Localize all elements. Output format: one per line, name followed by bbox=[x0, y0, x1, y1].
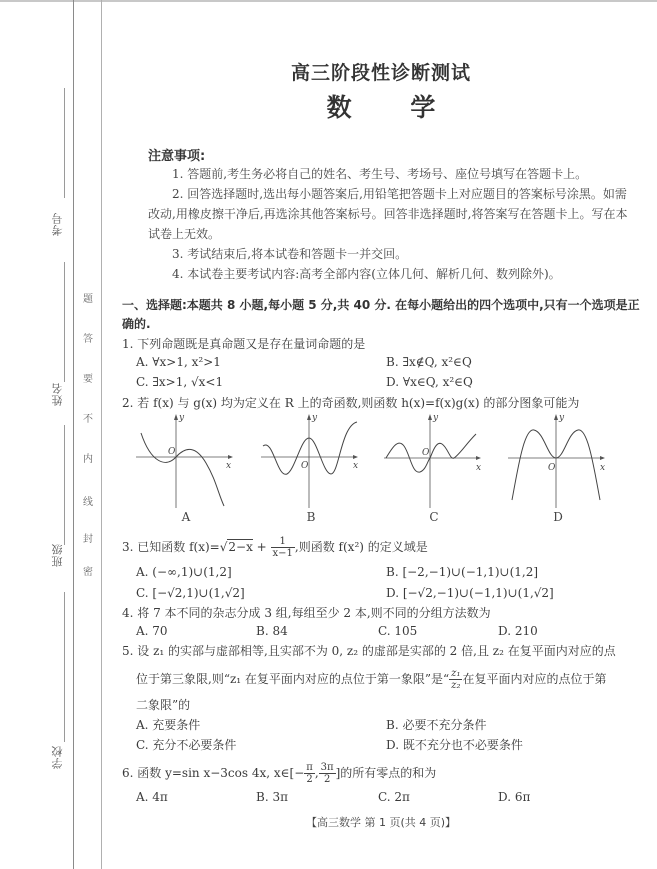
question-2-stem: 2. 若 f(x) 与 g(x) 均为定义在 R 上的奇函数,则函数 h(x)=f(x)g(x) 的部分图象可能为 bbox=[122, 396, 580, 410]
class-rule bbox=[64, 425, 65, 545]
seal-char: 不 bbox=[83, 414, 93, 425]
question-6-stem: 6. 函数 y=sin x−3cos 4x, x∈[− $\frac{\pi}{2}$ , $\frac{3\pi}{2}$ ]的所有零点的和为 bbox=[122, 762, 437, 785]
graph-d bbox=[508, 408, 608, 526]
exam-number-rule bbox=[64, 88, 65, 198]
graph-c-label: C bbox=[429, 510, 439, 524]
question-6-option-d: D. 6π bbox=[498, 790, 531, 804]
seal-char: 要 bbox=[83, 374, 93, 385]
question-3-stem: 3. 已知函数 f(x)=√2−x + $\frac{1}{x-1}$ ,则函数 f(x²) 的定义域是 bbox=[122, 536, 428, 559]
notice-item-1: 1. 答题前,考生务必将自己的姓名、考生号、考场号、座位号填写在答题卡上。 bbox=[172, 167, 588, 181]
svg-text:x: x bbox=[476, 463, 482, 473]
svg-text:y: y bbox=[312, 413, 318, 423]
seal-char: 密 bbox=[83, 567, 93, 578]
graph-d-label: D bbox=[553, 510, 563, 524]
question-3-option-b: B. [−2,−1)∪(−1,1)∪(1,2] bbox=[386, 565, 539, 579]
svg-text:x: x bbox=[226, 461, 232, 471]
question-1-option-a: A. ∀x>1, x²>1 bbox=[136, 355, 221, 369]
svg-text:O: O bbox=[422, 448, 430, 458]
page-footer: 【高三数学 第 1 页(共 4 页)】 bbox=[305, 816, 457, 829]
school-label: 学校 bbox=[51, 745, 64, 769]
svg-text:x: x bbox=[600, 463, 606, 473]
exam-number-label: 考号 bbox=[51, 212, 64, 236]
question-5-stem-line-2: 位于第三象限,则“z₁ 在复平面内对应的点位于第一象限”是“ $\frac{\text{z₁}}{\text{z₂}}$ 在复平面内对应的点位于第 bbox=[136, 668, 607, 691]
seal-char: 线 bbox=[83, 497, 93, 508]
exam-subject: 数 学 bbox=[326, 93, 436, 122]
notice-item-4: 4. 本试卷主要考试内容:高考全部内容(立体几何、解析几何、数列除外)。 bbox=[172, 267, 561, 281]
svg-text:y: y bbox=[179, 413, 185, 423]
svg-text:O: O bbox=[548, 463, 556, 473]
question-5-option-d: D. 既不充分也不必要条件 bbox=[386, 738, 523, 752]
school-rule bbox=[64, 592, 65, 742]
name-label: 姓名 bbox=[51, 382, 64, 406]
question-5-option-c: C. 充分不必要条件 bbox=[136, 738, 237, 752]
page-top-edge bbox=[0, 0, 657, 2]
exam-title: 高三阶段性诊断测试 bbox=[290, 62, 471, 84]
name-rule bbox=[64, 262, 65, 382]
question-4-option-b: B. 84 bbox=[256, 624, 288, 638]
binding-line-inner bbox=[101, 0, 102, 869]
graph-a-label: A bbox=[181, 510, 191, 524]
question-5-option-b: B. 必要不充分条件 bbox=[386, 718, 487, 732]
seal-char: 答 bbox=[83, 334, 93, 345]
svg-text:O: O bbox=[301, 461, 309, 471]
question-5-stem-line-3: 二象限”的 bbox=[136, 698, 191, 712]
question-5-option-a: A. 充要条件 bbox=[136, 718, 201, 732]
graph-b-label: B bbox=[306, 510, 316, 524]
graph-b bbox=[261, 408, 361, 526]
question-1-stem: 1. 下列命题既是真命题又是存在量词命题的是 bbox=[122, 337, 366, 351]
seal-char: 内 bbox=[83, 454, 93, 465]
notice-item-3: 3. 考试结束后,将本试卷和答题卡一并交回。 bbox=[172, 247, 408, 261]
graph-a bbox=[136, 408, 236, 526]
svg-text:y: y bbox=[433, 413, 439, 423]
question-4-option-d: D. 210 bbox=[498, 624, 538, 638]
section-heading: 一、选择题:本题共 8 小题,每小题 5 分,共 40 分. 在每小题给出的四个选项中,只有一个选项是正确的. bbox=[122, 298, 640, 331]
binding-line-outer bbox=[73, 0, 74, 869]
question-1-option-c: C. ∃x>1, √x<1 bbox=[136, 375, 224, 389]
question-1-option-d: D. ∀x∈Q, x²∈Q bbox=[386, 375, 473, 389]
question-6-option-c: C. 2π bbox=[378, 790, 410, 804]
question-4-option-c: C. 105 bbox=[378, 624, 418, 638]
seal-char: 封 bbox=[83, 534, 93, 545]
graph-c bbox=[384, 408, 484, 526]
question-6-option-a: A. 4π bbox=[136, 790, 168, 804]
question-1-option-b: B. ∃x∉Q, x²∈Q bbox=[386, 355, 472, 369]
question-3-option-c: C. [−√2,1)∪(1,√2] bbox=[136, 586, 245, 600]
notice-heading: 注意事项: bbox=[148, 149, 206, 164]
question-6-option-b: B. 3π bbox=[256, 790, 288, 804]
class-label: 班级 bbox=[51, 543, 64, 567]
svg-text:O: O bbox=[168, 447, 176, 457]
seal-char: 题 bbox=[83, 294, 93, 305]
question-3-option-a: A. (−∞,1)∪(1,2] bbox=[136, 565, 232, 579]
question-4-option-a: A. 70 bbox=[136, 624, 168, 638]
question-4-stem: 4. 将 7 本不同的杂志分成 3 组,每组至少 2 本,则不同的分组方法数为 bbox=[122, 606, 491, 620]
notice-item-2: 2. 回答选择题时,选出每小题答案后,用铅笔把答题卡上对应题目的答案标号涂黑。如需改动,用橡皮擦干净后,再选涂其他答案标号。回答非选择题时,将答案写在答题卡上。写在本试卷上无效。 bbox=[148, 187, 628, 241]
question-3-option-d: D. [−√2,−1)∪(−1,1)∪(1,√2] bbox=[386, 586, 554, 600]
svg-text:y: y bbox=[559, 413, 565, 423]
question-5-stem-line-1: 5. 设 z₁ 的实部与虚部相等,且实部不为 0, z₂ 的虚部是实部的 2 倍,且 z₂ 在复平面内对应的点 bbox=[122, 644, 616, 658]
svg-text:x: x bbox=[353, 461, 359, 471]
